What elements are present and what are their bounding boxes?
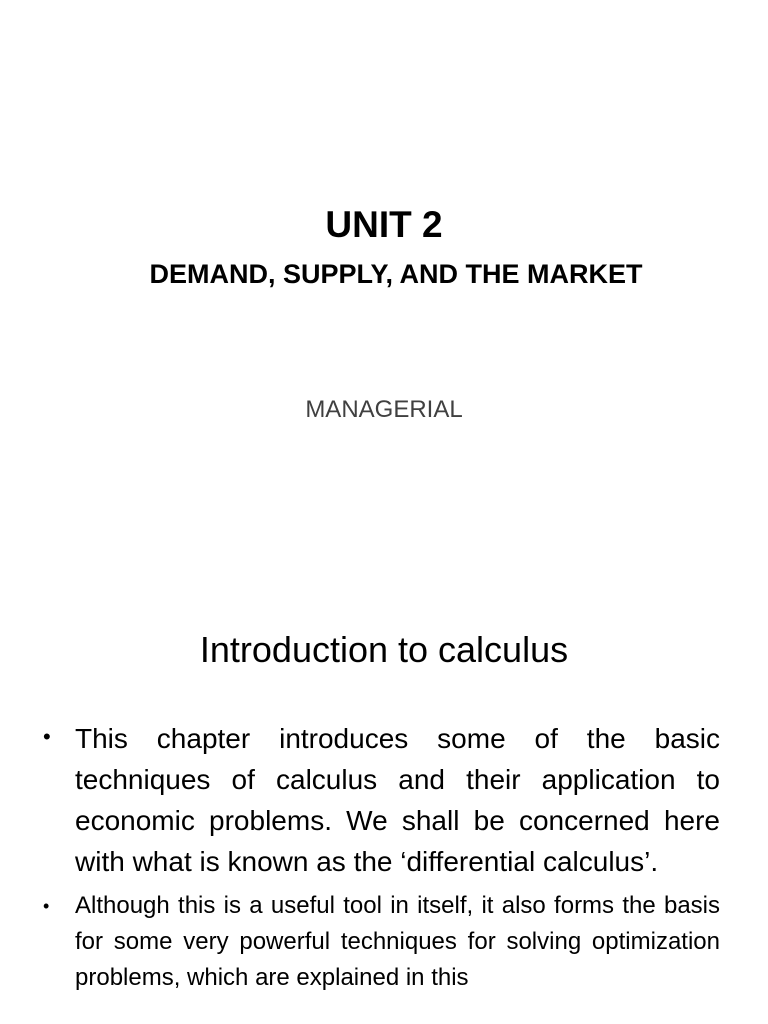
bullet-list (43, 718, 720, 996)
bullet-icon: • (43, 896, 50, 916)
slide-tagline: MANAGERIAL (305, 396, 463, 423)
list-item (43, 718, 720, 882)
unit-subtitle: DEMAND, SUPPLY, AND THE MARKET (149, 259, 643, 289)
bullet-icon: • (43, 724, 51, 749)
list-item (43, 888, 720, 996)
bullet-text: Although this is a useful tool in itself, it also forms the basis for some very powerful techniques for solving optimization problems, which are explained in this (75, 892, 720, 991)
unit-title: UNIT 2 (325, 204, 443, 245)
intro-title: Introduction to calculus (199, 629, 569, 670)
intro-slide (0, 576, 768, 1024)
bullet-text: This chapter introduces some of the basic techniques of calculus and their application to economic problems. We shall be concerned here with what is known as the ‘differential calculus’. (75, 723, 720, 877)
